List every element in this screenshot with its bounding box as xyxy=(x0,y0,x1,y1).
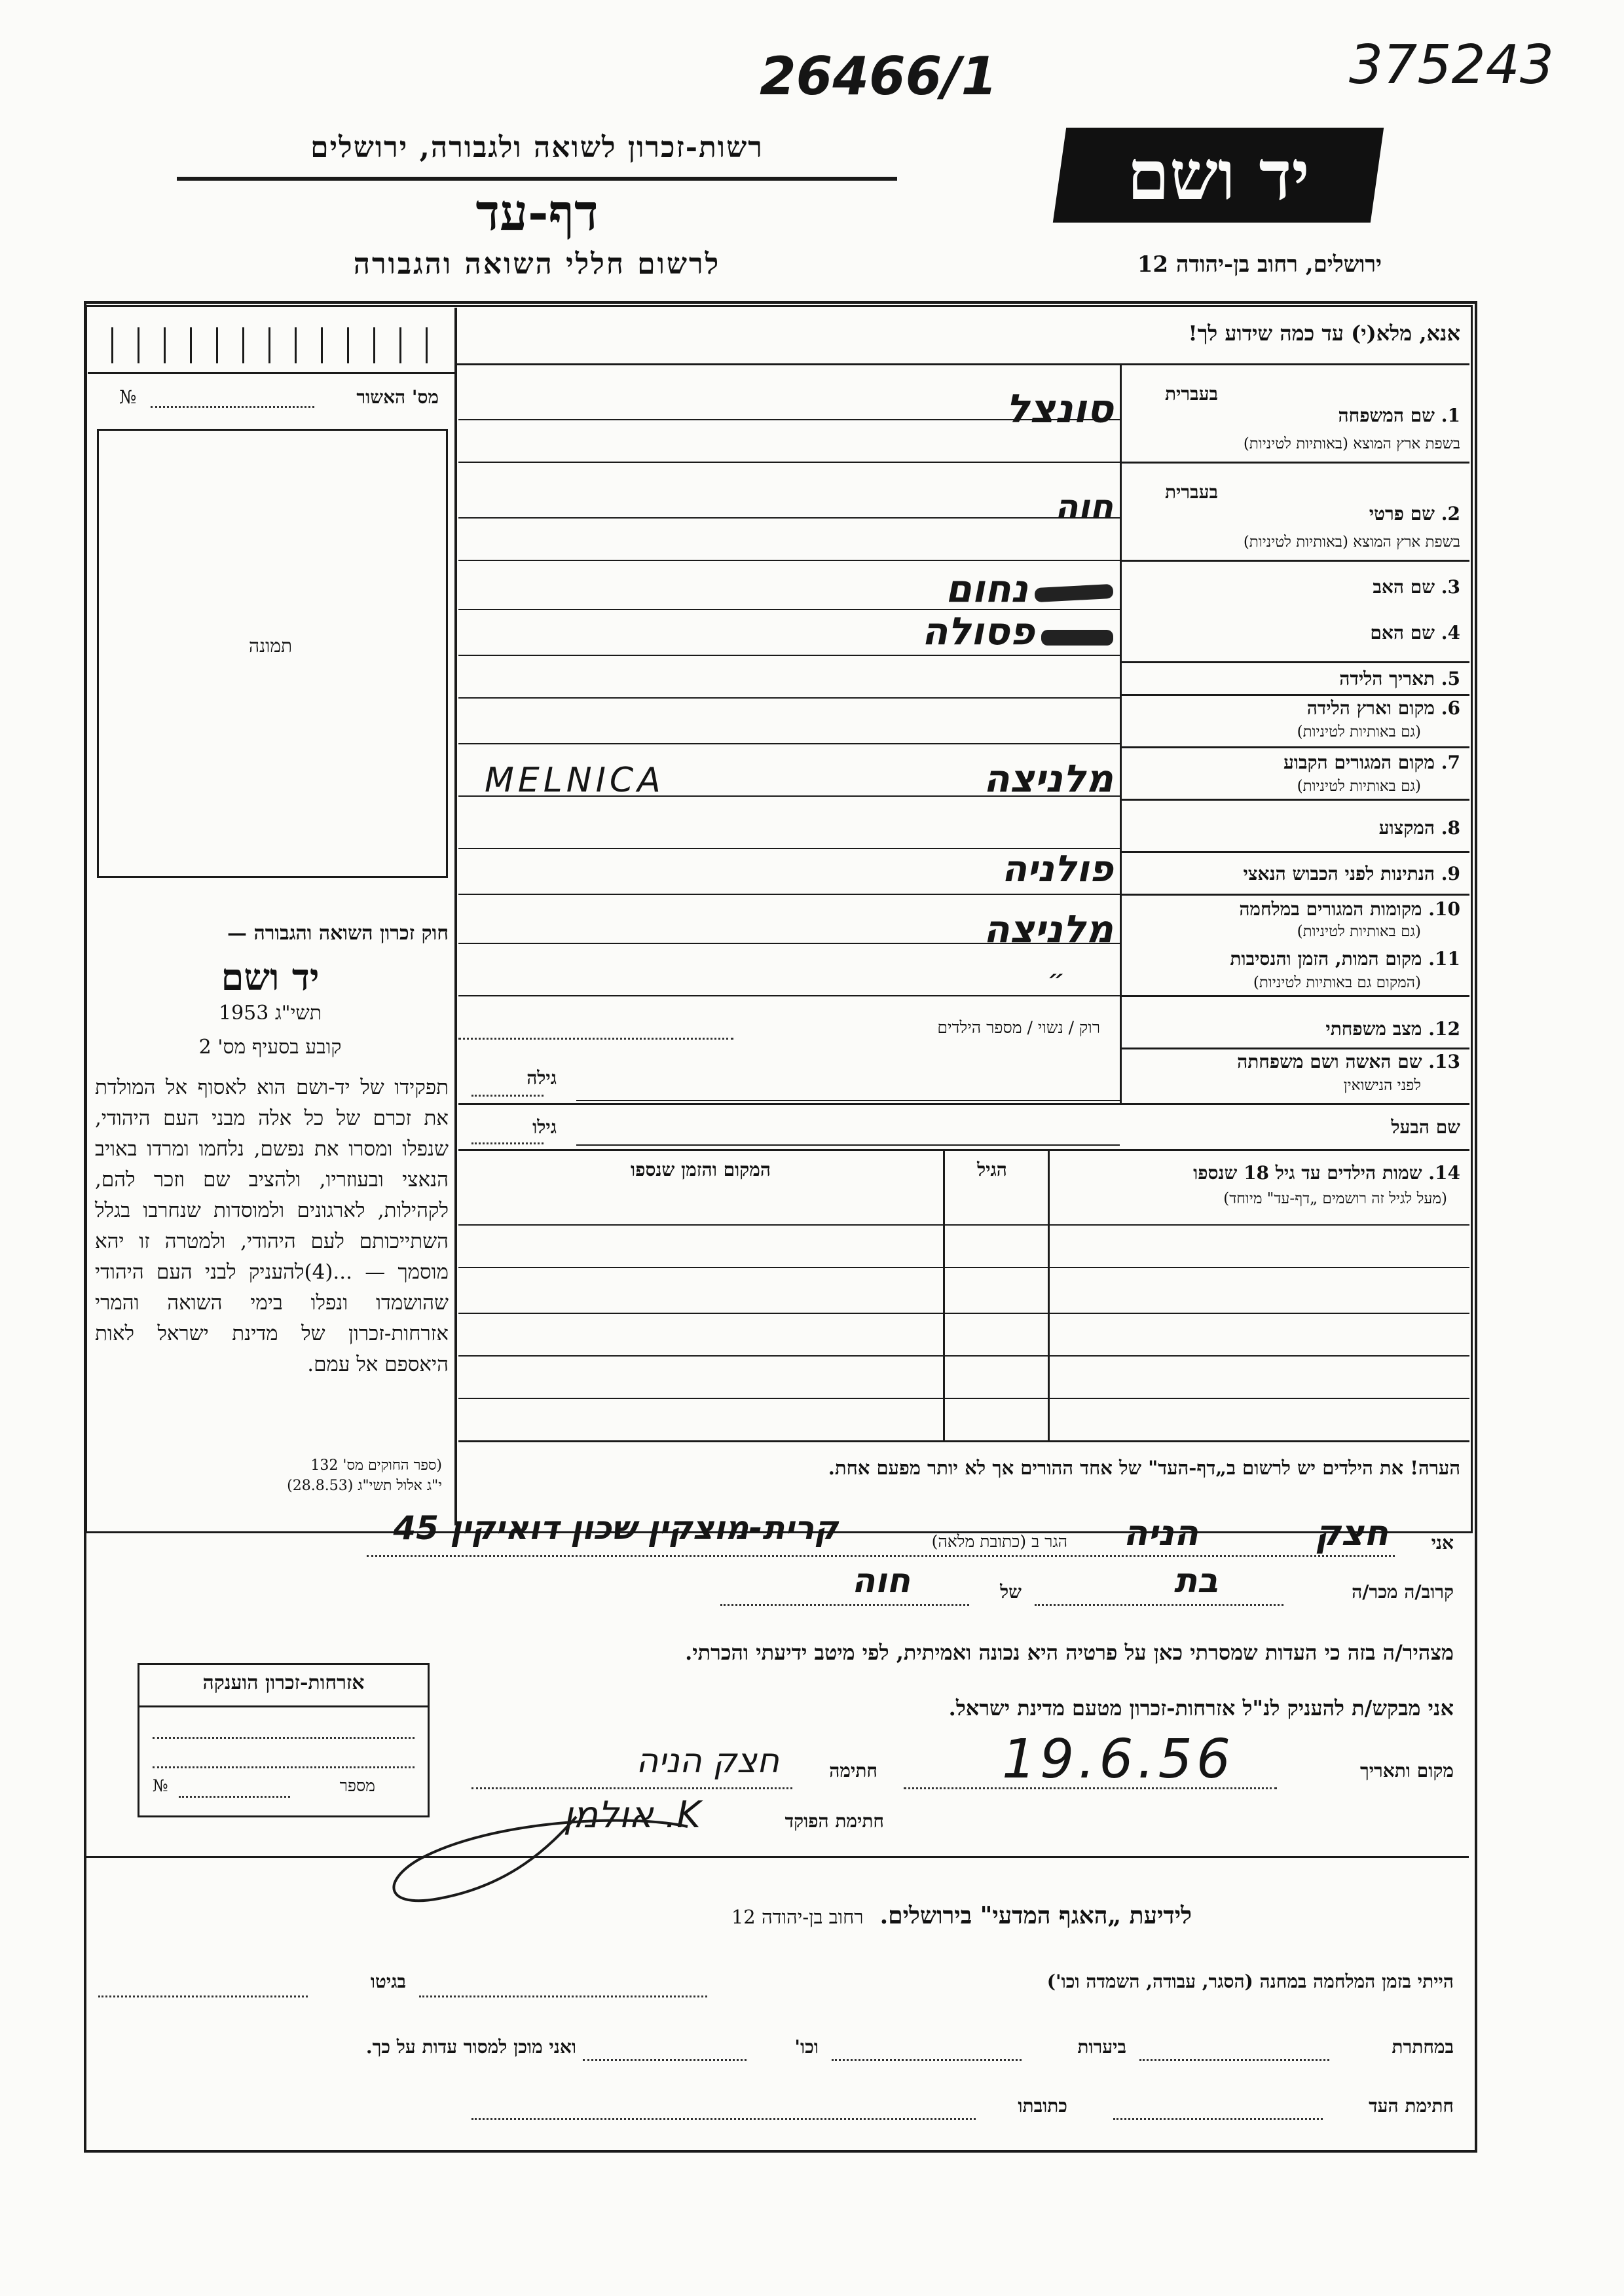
given-name-sub: בשפת ארץ המוצא (באותיות לטיניות) xyxy=(1243,534,1460,551)
decl-dots-3 xyxy=(720,1604,969,1606)
hw-signature: חצק הניה xyxy=(636,1741,779,1781)
cert-label: מס' האשור xyxy=(356,386,439,408)
hw-residence-latin: MELNICA xyxy=(485,761,665,800)
wartime-residence-label: 10. מקומות המגורים במלחמה xyxy=(1239,898,1460,920)
hw-given-name: חוה xyxy=(1054,488,1113,527)
footer-ready: ואני מוכן למסור עדות על כך. xyxy=(365,2036,576,2058)
given-name-label xyxy=(1244,503,1460,525)
law-ref2: י"ג אלול תשי"ג (28.8.53) xyxy=(287,1478,442,1494)
decl-i-label: אני xyxy=(1431,1532,1454,1554)
residence-sub: (גם באותיות לטיניות) xyxy=(1297,778,1421,795)
family-name-num: 1. xyxy=(1441,405,1460,426)
intro-line xyxy=(454,363,1469,365)
yad-vashem-logo xyxy=(1053,128,1384,223)
footer-etc-dots xyxy=(583,2059,747,2061)
decl-resides: הגר ב (כתובת מלאה) xyxy=(931,1532,1067,1551)
residence-label: 7. מקום המגורים הקבוע xyxy=(1283,752,1460,773)
hw-relation-of: חוה xyxy=(851,1561,910,1601)
family-name-sub: בשפת ארץ המוצא (באותיות לטיניות) xyxy=(1243,435,1460,452)
hw-informant-surname: חצק xyxy=(1314,1512,1388,1554)
org-underline xyxy=(177,177,897,181)
citizenship-box-title: אזרחות-זכרון הוענקה xyxy=(139,1665,428,1707)
header-address: ירושלים, רחוב בן-יהודה 12 xyxy=(1137,251,1382,278)
profession-label: 8. המקצוע xyxy=(1378,817,1460,839)
photo-label: תמונה xyxy=(248,635,293,657)
wife-age-label: גילה xyxy=(526,1067,557,1089)
husband-line xyxy=(576,1144,1120,1146)
family-name-label xyxy=(1244,405,1460,427)
col-age-header: הגיל xyxy=(977,1159,1007,1180)
hw-wartime-place: מלניצה xyxy=(983,907,1113,951)
hw-informant-name: הניה xyxy=(1123,1512,1198,1554)
form-title: דף-עד xyxy=(475,183,599,242)
nationality-label: 9. הנתינות לפני הכבוש הנאצי xyxy=(1243,863,1460,884)
note-text: הערה! את הילדים יש לרשום ב„דף-העד" של אחד ההורים אך לא יותר מפעם אחת. xyxy=(828,1457,1460,1479)
wife-line xyxy=(576,1100,1120,1101)
signature-flourish xyxy=(380,1768,720,1918)
org-line: רשות-זכרון לשואה ולגבורה, ירושלים xyxy=(310,131,764,164)
scribble-mother xyxy=(1041,630,1113,646)
footer-ghetto: בגיטו xyxy=(370,1971,406,1992)
footer-etc: וכו' xyxy=(794,2036,819,2058)
law-clause: קובע בסעיף מס' 2 xyxy=(198,1036,342,1059)
birthplace-sub: (גם באותיות לטיניות) xyxy=(1297,723,1421,740)
form-subtitle: לרשום חללי השואה והגבורה xyxy=(353,247,721,281)
birthdate-label: 5. תאריך הלידה xyxy=(1339,668,1460,689)
logo-text: יד ושם xyxy=(1127,135,1310,215)
citizenship-box xyxy=(138,1663,430,1817)
decl-statement: מצהיר/ה בזה כי העדות שמסרתי כאן על פרטיה היא נכונה ואמיתית, לפי מיטב ידיעתי והכרתי. xyxy=(685,1640,1454,1665)
wife-name-sub: לפני הנישואין xyxy=(1343,1077,1421,1094)
decl-relative: קרוב/ה מכר/ה xyxy=(1352,1581,1454,1603)
col-place-header: המקום והזמן שנספו xyxy=(631,1159,771,1180)
wife-age-dots xyxy=(471,1095,544,1097)
footer-witness-dots xyxy=(1113,2118,1323,2120)
children-col-divider-2 xyxy=(943,1149,945,1440)
footer-address-dots xyxy=(471,2118,976,2120)
hw-quote-mark: ״ xyxy=(1048,966,1065,993)
husband-label: שם הבעל xyxy=(1391,1116,1460,1138)
officer-sig-label: חתימת הפוקד xyxy=(784,1810,884,1832)
husband-age-label: גילו xyxy=(532,1116,557,1138)
children-col-divider-1 xyxy=(1048,1149,1050,1440)
law-name: יד ושם xyxy=(221,956,320,999)
law-title: חוק זכרון השואה והגבורה — xyxy=(227,922,449,945)
family-name-text: שם המשפחה xyxy=(1338,405,1435,426)
footer-witness-sig: חתימת העד xyxy=(1369,2095,1454,2117)
death-place-sub: (המקום גם באותיות לטיניות) xyxy=(1253,974,1421,991)
footer-divider xyxy=(85,1856,1469,1858)
box-no: № xyxy=(153,1776,168,1795)
hw-informant-address: קרית-מוצקין שכון דואיקין 45 xyxy=(393,1509,838,1547)
cert-no: № xyxy=(119,386,137,408)
footer-forests-dots xyxy=(832,2059,1022,2061)
footer-address: רחוב בן-יהודה 12 xyxy=(731,1906,864,1928)
hw-relation: בת xyxy=(1173,1561,1218,1601)
decl-request: אני מבקש/ת להעניק לנ"ל אזרחות-זכרון מטעם מדינת ישראל. xyxy=(948,1696,1454,1721)
label-column-divider xyxy=(1120,363,1122,1103)
footer-ghetto-dots xyxy=(98,1995,308,1997)
children-sub: (מעל לגיל זה רושמים „דף-עד" מיוחד) xyxy=(1223,1190,1447,1207)
marital-dots xyxy=(458,1038,733,1040)
law-year: תשי"ג 1953 xyxy=(219,1002,322,1025)
place-date-label: מקום ותאריך xyxy=(1359,1760,1454,1781)
footer-underground: במחתרת xyxy=(1392,2036,1454,2058)
hw-officer-signature: K. אולמן xyxy=(563,1794,701,1836)
footer-camp-dots xyxy=(419,1995,707,1997)
footer-title-text: לידיעת „האגף המדעי" בירושלים. xyxy=(879,1902,1192,1929)
footer-forests: ביערות xyxy=(1077,2036,1126,2058)
date-dots xyxy=(904,1787,1277,1789)
hebrew-label-2: בעברית xyxy=(1164,481,1218,503)
hw-date: 19.6.56 xyxy=(1002,1728,1234,1791)
footer-line1: הייתי בזמן המלחמה במחנה (הסגר, עבודה, השמדה וכו') xyxy=(1046,1971,1454,1992)
wife-name-label: 13. שם האשה ושם משפחתה xyxy=(1237,1051,1460,1072)
footer-title xyxy=(458,1902,1192,1929)
decl-of: של xyxy=(1000,1581,1022,1603)
law-ref: (ספר החוקים מס' 132 xyxy=(310,1457,442,1474)
hw-residence-hebrew: מלניצה xyxy=(983,756,1113,801)
intro-text: אנא, מלא(י) עד כמה שידוע לך! xyxy=(1188,321,1460,346)
given-name-num: 2. xyxy=(1441,503,1460,524)
husband-age-dots xyxy=(471,1142,544,1144)
law-text: תפקידו של יד-ושם הוא לאסוף אל המולדת את זכרם של כל אלה מבני העם היהודי, שנפלו ומסרו את נפשם, נלחמו ומרדו באויב הנאצי ובעוזריו, ולהציב שם וזכר להם, לקהילות, לארגונים ולמוסדות שנחרבו בגלל השתייכותם לעם היהודי, ולמטרה זו יהא מוסמך — ...(4)להעניק לבני העם היהודי שהושמדו ונפלו בימי השואה והמרי אזרחות-זכרון של מדינת ישראל לאות היאספם אל עמם. xyxy=(95,1076,449,1376)
hw-mother-name: פסולה xyxy=(921,609,1035,653)
marital-label: 12. מצב משפחתי xyxy=(1325,1018,1460,1040)
birthplace-label: 6. מקום וארץ הלידה xyxy=(1306,697,1460,719)
marital-options: רוק / נשוי / מספר הילדים xyxy=(937,1018,1100,1037)
footer-his-address: כתובתו xyxy=(1018,2095,1067,2117)
given-name-text: שם פרטי xyxy=(1369,503,1435,524)
hw-nationality: פולניה xyxy=(1001,848,1113,890)
sidebar-top-line xyxy=(88,372,454,374)
hw-family-name: סונצל xyxy=(1005,386,1113,432)
box-number-label: מספר xyxy=(339,1776,375,1795)
decl-dots-1 xyxy=(367,1555,1395,1557)
wartime-residence-sub: (גם באותיות לטיניות) xyxy=(1297,923,1421,940)
signature-label: חתימה xyxy=(829,1760,877,1781)
file-number: 26466/1 xyxy=(760,46,998,107)
mother-label: 4. שם האם xyxy=(1370,622,1460,644)
hebrew-label-1: בעברית xyxy=(1164,383,1218,405)
archive-number: 375243 xyxy=(1349,34,1555,96)
cert-dots xyxy=(151,406,314,408)
tick-marks xyxy=(98,314,439,367)
death-place-label: 11. מקום המות, הזמן והנסיבות xyxy=(1230,948,1460,970)
father-label: 3. שם האב xyxy=(1373,576,1460,598)
children-label: 14. שמות הילדים עד גיל 18 שנספו xyxy=(1193,1162,1460,1184)
hw-father-name: נחום xyxy=(945,566,1028,611)
footer-underground-dots xyxy=(1139,2059,1329,2061)
decl-dots-2 xyxy=(1035,1604,1283,1606)
